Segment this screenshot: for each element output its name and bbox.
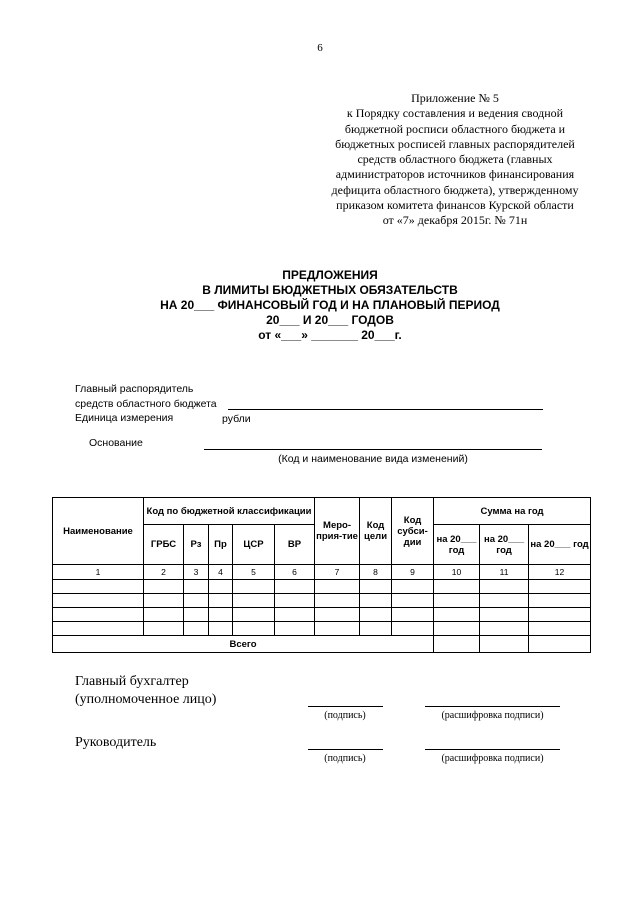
head-label: Руководитель bbox=[75, 735, 157, 750]
title-line: 20___ И 20___ ГОДОВ bbox=[266, 313, 394, 327]
table-cell[interactable] bbox=[233, 608, 275, 622]
table-cell[interactable] bbox=[434, 622, 480, 636]
header-vr: ВР bbox=[275, 525, 315, 565]
table-cell[interactable] bbox=[144, 594, 184, 608]
table-row bbox=[53, 594, 591, 608]
table-cell[interactable] bbox=[233, 594, 275, 608]
column-number: 5 bbox=[233, 565, 275, 580]
header-goal-code: Код цели bbox=[360, 498, 392, 565]
appendix-line: средств областного бюджета (главных bbox=[357, 152, 553, 167]
header-name: Наименование bbox=[53, 498, 144, 565]
signature-caption: (подпись) bbox=[324, 753, 366, 764]
unit-value: рубли bbox=[222, 413, 251, 425]
total-cell[interactable] bbox=[529, 636, 591, 653]
table-cell[interactable] bbox=[53, 622, 144, 636]
table-cell[interactable] bbox=[184, 622, 209, 636]
table-cell[interactable] bbox=[315, 580, 360, 594]
table-row bbox=[53, 580, 591, 594]
appendix-line: администраторов источников финансирования bbox=[335, 167, 575, 182]
header-budget-code: Код по бюджетной классификации bbox=[144, 498, 315, 525]
column-number: 1 bbox=[53, 565, 144, 580]
table-cell[interactable] bbox=[184, 608, 209, 622]
column-number: 8 bbox=[360, 565, 392, 580]
appendix-line: от «7» декабря 2015г. № 71н bbox=[382, 213, 528, 228]
table-cell[interactable] bbox=[480, 622, 529, 636]
table-cell[interactable] bbox=[529, 580, 591, 594]
table-cell[interactable] bbox=[275, 608, 315, 622]
table-cell[interactable] bbox=[529, 622, 591, 636]
table-cell[interactable] bbox=[529, 594, 591, 608]
basis-fill-line[interactable] bbox=[204, 449, 542, 450]
table-cell[interactable] bbox=[144, 580, 184, 594]
table-cell[interactable] bbox=[360, 594, 392, 608]
table-cell[interactable] bbox=[315, 594, 360, 608]
total-label: Всего bbox=[53, 636, 434, 653]
table-cell[interactable] bbox=[480, 580, 529, 594]
table-cell[interactable] bbox=[480, 608, 529, 622]
unit-label: Единица измерения bbox=[75, 412, 174, 424]
table-cell[interactable] bbox=[360, 608, 392, 622]
appendix-line: бюджетных росписей главных распорядителей bbox=[335, 136, 575, 151]
appendix-line: дефицита областного бюджета), утвержденному bbox=[331, 182, 579, 197]
manager-label: Главный распорядитель bbox=[75, 383, 194, 395]
table-cell[interactable] bbox=[360, 622, 392, 636]
table-cell[interactable] bbox=[529, 608, 591, 622]
table-cell[interactable] bbox=[144, 622, 184, 636]
appendix-line: к Порядку составления и ведения сводной bbox=[346, 106, 564, 121]
column-number: 11 bbox=[480, 565, 529, 580]
table-row bbox=[53, 622, 591, 636]
table-cell[interactable] bbox=[434, 594, 480, 608]
column-number: 4 bbox=[209, 565, 233, 580]
table-cell[interactable] bbox=[392, 608, 434, 622]
accountant-decoding-line[interactable] bbox=[425, 706, 560, 707]
appendix-line: Приложение № 5 bbox=[411, 91, 499, 105]
table-cell[interactable] bbox=[53, 580, 144, 594]
signature-caption: (подпись) bbox=[324, 710, 366, 721]
table-cell[interactable] bbox=[315, 622, 360, 636]
header-year-3: на 20___ год bbox=[529, 525, 591, 565]
total-row bbox=[53, 636, 591, 653]
column-number: 2 bbox=[144, 565, 184, 580]
table-cell[interactable] bbox=[53, 594, 144, 608]
accountant-label: Главный бухгалтер bbox=[75, 674, 189, 689]
table-cell[interactable] bbox=[53, 608, 144, 622]
table-cell[interactable] bbox=[209, 594, 233, 608]
table-cell[interactable] bbox=[184, 580, 209, 594]
table-cell[interactable] bbox=[360, 580, 392, 594]
title-line: НА 20___ ФИНАНСОВЫЙ ГОД И НА ПЛАНОВЫЙ ПЕРИОД bbox=[160, 298, 500, 312]
table-cell[interactable] bbox=[392, 622, 434, 636]
title-line: от «___» _______ 20___г. bbox=[258, 328, 402, 342]
header-subsidy-code: Код субси-дии bbox=[392, 498, 434, 565]
column-number: 12 bbox=[529, 565, 591, 580]
column-number: 7 bbox=[315, 565, 360, 580]
table-cell[interactable] bbox=[209, 622, 233, 636]
table-cell[interactable] bbox=[144, 608, 184, 622]
title-line: ПРЕДЛОЖЕНИЯ bbox=[282, 268, 378, 282]
table-cell[interactable] bbox=[209, 608, 233, 622]
budget-table bbox=[52, 497, 591, 653]
basis-caption: (Код и наименование вида изменений) bbox=[278, 453, 468, 465]
header-pr: Пр bbox=[209, 525, 233, 565]
column-number: 3 bbox=[184, 565, 209, 580]
header-sum: Сумма на год bbox=[434, 498, 591, 525]
table-cell[interactable] bbox=[209, 580, 233, 594]
decoding-caption: (расшифровка подписи) bbox=[441, 710, 544, 721]
head-signature-line[interactable] bbox=[308, 749, 383, 750]
table-cell[interactable] bbox=[392, 594, 434, 608]
manager-label-2: средств областного бюджета bbox=[75, 398, 217, 410]
table-cell[interactable] bbox=[315, 608, 360, 622]
appendix-line: приказом комитета финансов Курской области bbox=[336, 198, 574, 213]
column-number: 9 bbox=[392, 565, 434, 580]
title-line: В ЛИМИТЫ БЮДЖЕТНЫХ ОБЯЗАТЕЛЬСТВ bbox=[202, 283, 458, 297]
basis-label: Основание bbox=[89, 437, 143, 449]
decoding-caption: (расшифровка подписи) bbox=[441, 753, 544, 764]
table-row bbox=[53, 608, 591, 622]
table-cell[interactable] bbox=[275, 622, 315, 636]
header-year-2: на 20___ год bbox=[480, 525, 529, 565]
header-measure: Меро-прия-тие bbox=[315, 498, 360, 565]
table-cell[interactable] bbox=[392, 580, 434, 594]
header-csr: ЦСР bbox=[233, 525, 275, 565]
head-decoding-line[interactable] bbox=[425, 749, 560, 750]
accountant-label-2: (уполномоченное лицо) bbox=[75, 692, 217, 707]
page-number: 6 bbox=[317, 42, 323, 54]
header-rz: Рз bbox=[184, 525, 209, 565]
table-cell[interactable] bbox=[233, 622, 275, 636]
table-cell[interactable] bbox=[233, 580, 275, 594]
accountant-signature-line[interactable] bbox=[308, 706, 383, 707]
column-number: 10 bbox=[434, 565, 480, 580]
appendix-block bbox=[300, 91, 610, 229]
column-number: 6 bbox=[275, 565, 315, 580]
header-grbs: ГРБС bbox=[144, 525, 184, 565]
header-year-1: на 20___ год bbox=[434, 525, 480, 565]
table-cell[interactable] bbox=[184, 594, 209, 608]
appendix-line: бюджетной росписи областного бюджета и bbox=[344, 121, 566, 136]
table-cell[interactable] bbox=[434, 608, 480, 622]
document-title bbox=[60, 268, 600, 343]
table-cell[interactable] bbox=[434, 580, 480, 594]
table-cell[interactable] bbox=[275, 580, 315, 594]
manager-fill-line[interactable] bbox=[228, 409, 543, 410]
total-cell[interactable] bbox=[434, 636, 480, 653]
table-cell[interactable] bbox=[275, 594, 315, 608]
table-cell[interactable] bbox=[480, 594, 529, 608]
total-cell[interactable] bbox=[480, 636, 529, 653]
